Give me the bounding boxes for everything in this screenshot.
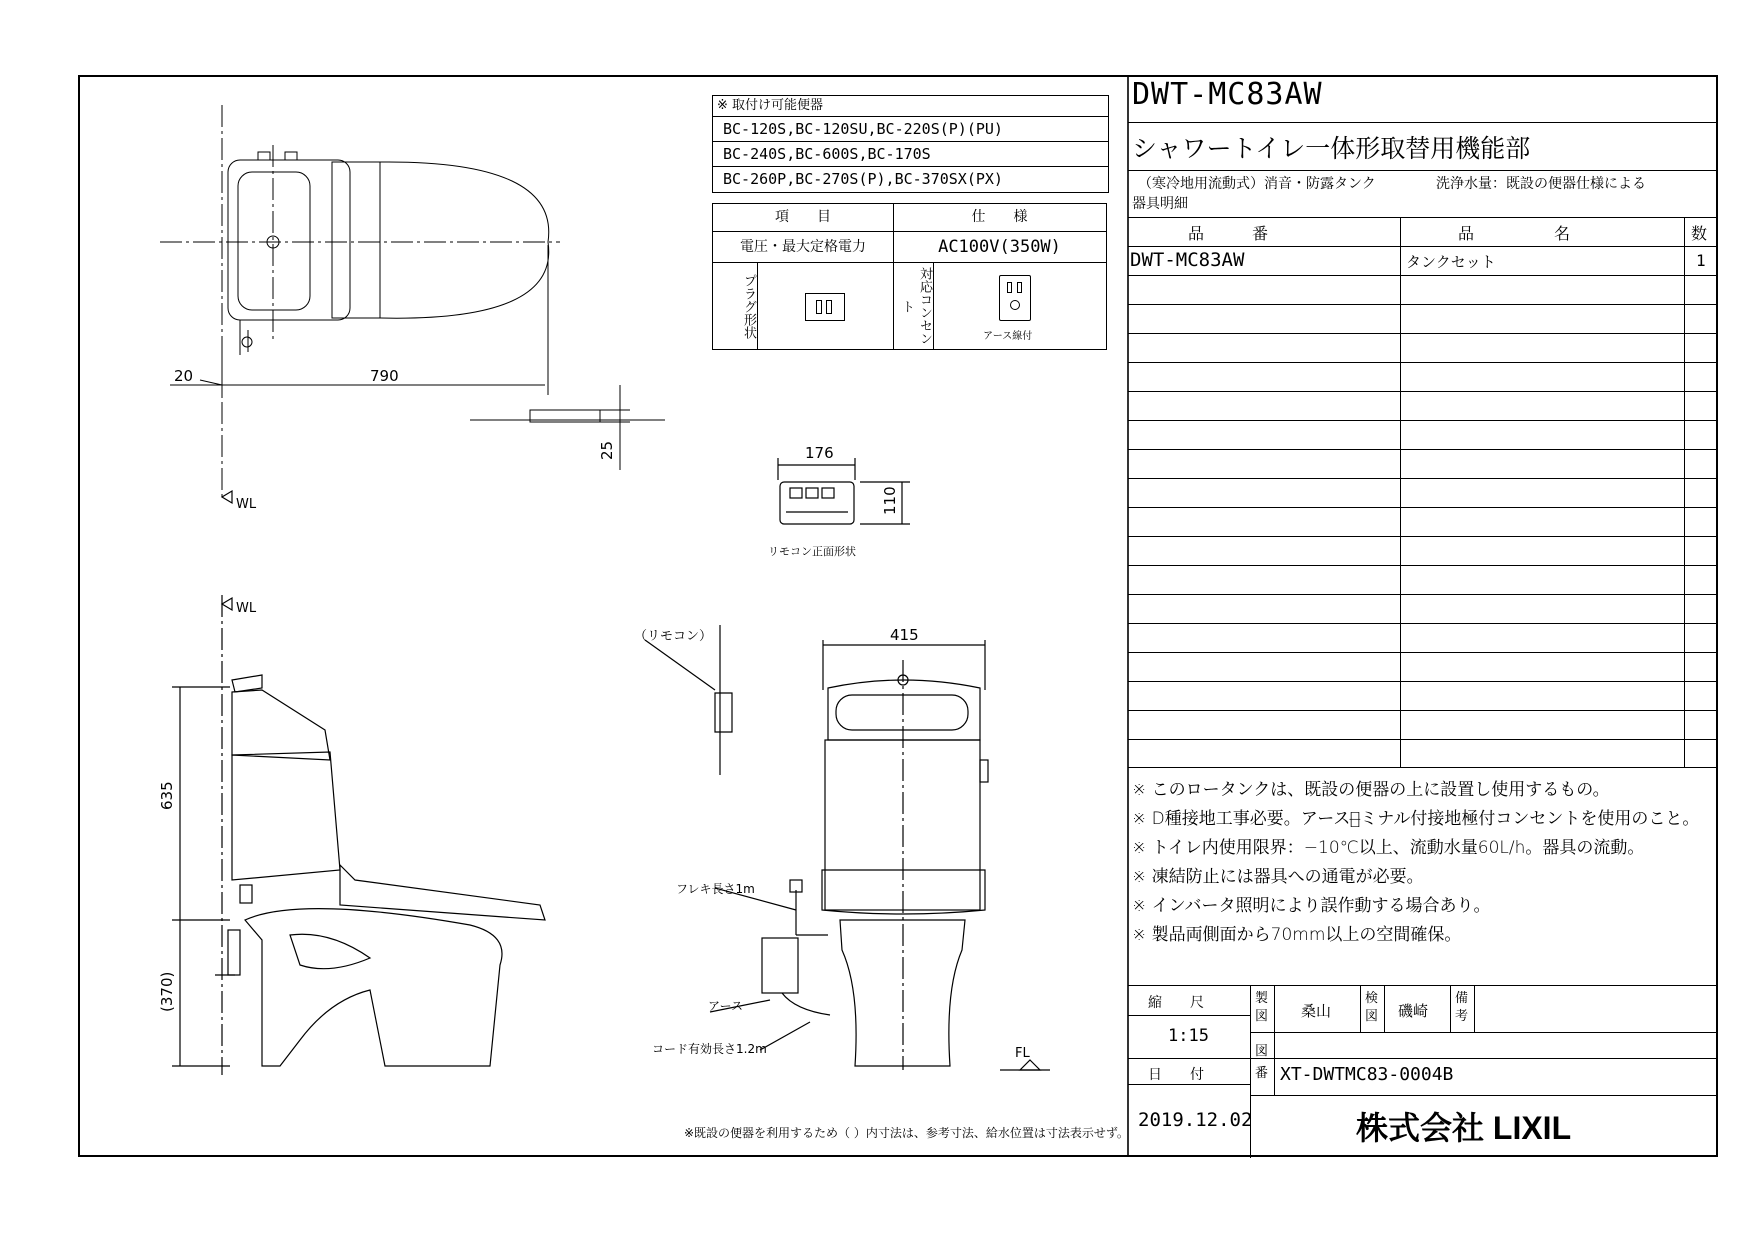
side-view (172, 675, 545, 1066)
top-view (160, 105, 665, 500)
biko-label: 備考 (1455, 991, 1469, 1024)
cord-length-label: コード有効長さ1.2m (652, 1042, 767, 1056)
seizu-name: 桑山 (1301, 1002, 1332, 1020)
compat-title: ※ 取付け可能便器 (713, 96, 1108, 117)
dim-635: 635 (158, 781, 176, 810)
parts-header-name: 品 名 (1458, 224, 1571, 243)
parts-header-partno: 品 番 (1188, 224, 1269, 243)
note-item: ※ このロータンクは、既設の便器の上に設置し使用するもの。 (1132, 780, 1610, 800)
compat-line-3: BC-260P,BC-270S(P),BC-370SX(PX) (723, 170, 1003, 188)
plug-shape-label: プラグ形状 (713, 263, 758, 349)
dim-790: 790 (370, 367, 399, 385)
front-view (710, 640, 1050, 1070)
product-note-right: 洗浄水量：既設の便器仕様による (1436, 176, 1646, 192)
note-item: ※ インバータ照明により誤作動する場合あり。 (1132, 896, 1491, 916)
parts-row-partno: DWT-MC83AW (1130, 249, 1245, 271)
note-item: ※ トイレ内使用限界：−10℃以上、流動水量60L/h。器具の流動。 (1132, 838, 1645, 858)
scale-label: 縮 尺 (1148, 995, 1204, 1011)
right-panel (1128, 75, 1718, 1157)
fl-label: FL (1015, 1046, 1030, 1061)
note-item: ※ 凍結防止には器具への通電が必要。 (1132, 867, 1424, 887)
flexible-hose-label: フレキ長さ1m (676, 882, 755, 896)
kenzu-label: 検図 (1365, 991, 1379, 1024)
footnote: ※既設の便器を利用するため（ ）内寸法は、参考寸法、給水位置は寸法表示せず。 (684, 1126, 1129, 1140)
notes-list (1132, 775, 1716, 949)
note-item: ※ D種接地工事必要。アーステ̶ミナル付接地極付コンセントを使用のこと。 (1132, 809, 1700, 829)
dim-415: 415 (890, 626, 919, 644)
parts-table (1128, 217, 1718, 767)
kenzu-name: 磯崎 (1398, 1002, 1429, 1020)
parts-row-name: タンクセット (1406, 253, 1496, 271)
parts-title: 器具明細 (1132, 196, 1188, 212)
seizu-label: 製図 (1255, 991, 1269, 1024)
outlet-label: 対応コンセント (893, 263, 934, 349)
plug-icon (805, 293, 845, 321)
remocon-caption: リモコン正面形状 (768, 545, 856, 558)
spec-col-item: 項 目 (713, 204, 894, 232)
spec-row1-label: 電圧・最大定格電力 (713, 232, 894, 263)
date-value: 2019.12.02 (1138, 1109, 1253, 1131)
dim-176: 176 (805, 444, 834, 462)
spec-col-spec: 仕 様 (893, 204, 1106, 232)
compat-line-1: BC-120S,BC-120SU,BC-220S(P)(PU) (713, 117, 1108, 142)
outlet-caption: アース線付 (983, 331, 1033, 342)
spec-row1-value: AC100V(350W) (893, 232, 1106, 263)
title-block (1128, 985, 1718, 1158)
outlet-cell (933, 263, 1106, 349)
remocon-label: （リモコン） (634, 629, 713, 644)
product-name: シャワートイレ一体形取替用機能部 (1132, 134, 1531, 163)
date-label: 日 付 (1148, 1067, 1204, 1083)
model-number: DWT-MC83AW (1132, 77, 1323, 112)
note-item: ※ 製品両側面から70mm以上の空間確保。 (1132, 925, 1462, 945)
remocon-side (645, 625, 732, 775)
outlet-icon (999, 275, 1031, 321)
wl-marker-bottom (222, 598, 232, 610)
scale-value: 1:15 (1168, 1026, 1209, 1046)
wl-top-label: WL (236, 497, 257, 512)
plug-shape-cell (757, 263, 894, 349)
dim-25: 25 (598, 440, 616, 460)
dim-110: 110 (881, 486, 899, 515)
parts-header-qty: 数 (1691, 224, 1708, 243)
compat-line-2: BC-240S,BC-600S,BC-170S (713, 142, 1108, 167)
company-logo: 株式会社 LIXIL (1356, 1110, 1572, 1146)
dim-370: (370) (158, 971, 176, 1012)
wl-marker-top (222, 491, 232, 503)
dim-20: 20 (174, 367, 194, 385)
wl-bottom-label: WL (236, 601, 257, 616)
product-note-left: （寒冷地用流動式）消音・防露タンク (1138, 176, 1376, 192)
compatible-toilets-box (712, 95, 1109, 193)
zuban-label: 図番 (1255, 1044, 1269, 1081)
spec-table (712, 203, 1107, 350)
drawing-number: XT-DWTMC83-0004B (1280, 1064, 1454, 1085)
earth-label: アース (708, 999, 744, 1013)
parts-row-qty: 1 (1696, 251, 1706, 270)
